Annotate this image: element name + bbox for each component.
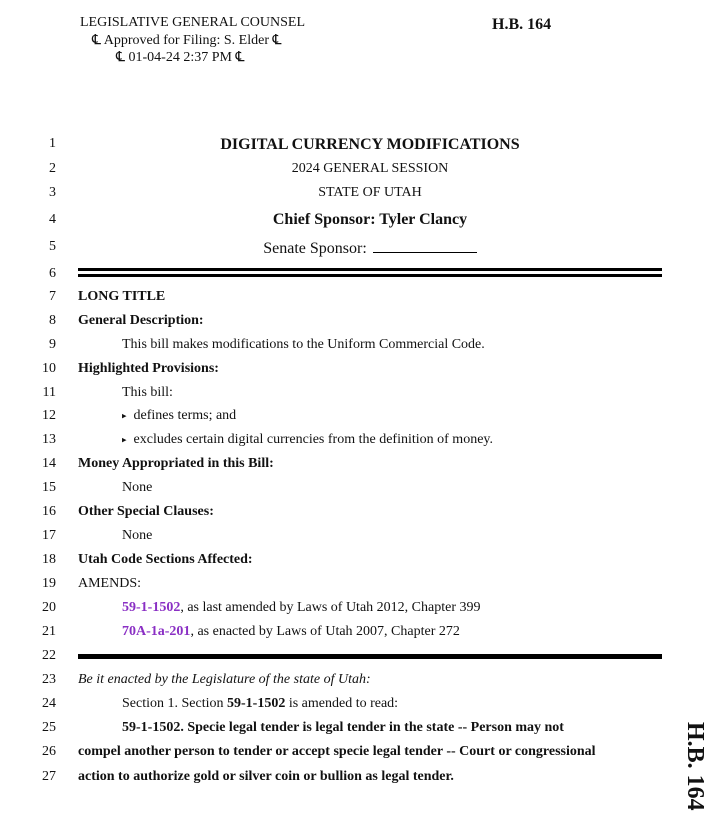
- section-history: , as enacted by Laws of Utah 2007, Chapter 272: [190, 624, 460, 639]
- section-reference: 59-1-1502: [227, 696, 286, 711]
- bullet-text: defines terms; and: [133, 408, 237, 423]
- line-number: 12: [42, 408, 56, 423]
- line-number: 4: [49, 212, 56, 227]
- bullet-text: excludes certain digital currencies from the definition of money.: [133, 432, 493, 447]
- line-number: 1: [49, 136, 56, 151]
- line-number: 7: [49, 289, 56, 304]
- line-number: 16: [42, 504, 56, 519]
- line-number: 26: [42, 744, 56, 759]
- special-clauses-heading: Other Special Clauses:: [78, 504, 214, 519]
- line-number: 14: [42, 456, 56, 471]
- money-appropriated-value: None: [122, 480, 153, 495]
- line-number: 21: [42, 624, 56, 639]
- bullet-icon: ▸: [122, 410, 127, 421]
- session: 2024 GENERAL SESSION: [291, 161, 449, 176]
- line-number: 15: [42, 480, 56, 495]
- approval-timestamp: ℄ 01-04-24 2:37 PM ℄: [116, 50, 245, 65]
- line-number: 13: [42, 432, 56, 447]
- section-suffix: is amended to read:: [285, 696, 399, 711]
- line-number: 19: [42, 576, 56, 591]
- chief-sponsor: Chief Sponsor: Tyler Clancy: [272, 211, 468, 228]
- section-link-70a-1a-201[interactable]: 70A-1a-201: [122, 624, 191, 639]
- line-number: 20: [42, 600, 56, 615]
- code-sections-heading: Utah Code Sections Affected:: [78, 552, 253, 567]
- bullet-item: [122, 408, 236, 424]
- affected-section-2: [122, 624, 460, 640]
- highlighted-provisions-heading: Highlighted Provisions:: [78, 361, 219, 376]
- section-catchline-1: 59-1-1502. Specie legal tender is legal tender in the state -- Person may not: [122, 720, 564, 735]
- section-heading: [122, 696, 398, 712]
- section-catchline-2: compel another person to tender or accept specie legal tender -- Court or congressional: [78, 744, 596, 759]
- line-number: 5: [49, 239, 56, 254]
- long-title-heading: LONG TITLE: [78, 289, 166, 304]
- section-prefix: Section 1. Section: [122, 696, 227, 711]
- section-history: , as last amended by Laws of Utah 2012, Chapter 399: [180, 600, 481, 615]
- senate-sponsor: Senate Sponsor:: [263, 240, 367, 257]
- line-number: 18: [42, 552, 56, 567]
- line-number: 22: [42, 648, 56, 663]
- section-link-59-1-1502[interactable]: 59-1-1502: [122, 600, 181, 615]
- long-title-rule: [78, 654, 662, 659]
- line-number: 2: [49, 161, 56, 176]
- title-rule-top: [78, 268, 662, 271]
- line-number: 27: [42, 769, 56, 784]
- line-number: 9: [49, 337, 56, 352]
- special-clauses-value: None: [122, 528, 153, 543]
- line-number: 23: [42, 672, 56, 687]
- drafting-office: LEGISLATIVE GENERAL COUNSEL: [80, 15, 306, 30]
- senate-sponsor-line: [78, 238, 662, 258]
- side-bill-number: H.B. 164: [682, 722, 708, 811]
- general-description: This bill makes modifications to the Uniform Commercial Code.: [122, 337, 485, 352]
- line-number: 6: [49, 266, 56, 281]
- approval-stamp: ℄ Approved for Filing: S. Elder ℄: [92, 33, 282, 48]
- bullet-item: [122, 432, 493, 448]
- line-number: 25: [42, 720, 56, 735]
- line-number: 17: [42, 528, 56, 543]
- bill-number: H.B. 164: [492, 16, 552, 33]
- money-appropriated-heading: Money Appropriated in this Bill:: [78, 456, 274, 471]
- bill-title: DIGITAL CURRENCY MODIFICATIONS: [220, 136, 520, 153]
- affected-section-1: [122, 600, 480, 616]
- line-number: 24: [42, 696, 56, 711]
- senate-sponsor-blank: [373, 238, 477, 253]
- section-catchline-3: action to authorize gold or silver coin or bullion as legal tender.: [78, 769, 454, 784]
- line-number: 11: [42, 385, 56, 400]
- state: STATE OF UTAH: [318, 185, 422, 200]
- line-number: 10: [42, 361, 56, 376]
- enacting-clause: Be it enacted by the Legislature of the state of Utah:: [78, 672, 371, 687]
- this-bill-label: This bill:: [122, 385, 173, 400]
- line-number: 8: [49, 313, 56, 328]
- line-number: 3: [49, 185, 56, 200]
- title-rule-bottom: [78, 274, 662, 277]
- amends-label: AMENDS:: [78, 576, 142, 591]
- bullet-icon: ▸: [122, 434, 127, 445]
- general-description-heading: General Description:: [78, 313, 204, 328]
